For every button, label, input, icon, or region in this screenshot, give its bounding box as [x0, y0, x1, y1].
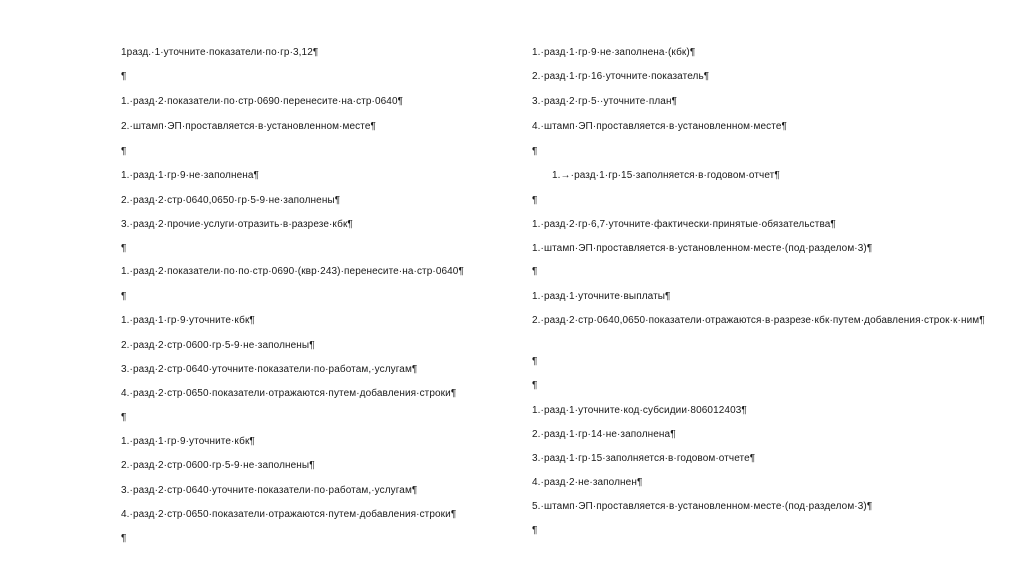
list-item: 5.·штамп·ЭП·проставляется·в·установленном·месте·(под·разделом·3)¶ [532, 501, 873, 512]
list-item: ¶ [121, 243, 127, 254]
list-item: 1.·разд·1·уточните·код·субсидии·806012403¶ [532, 405, 747, 416]
list-item: 2.·разд·2·стр·0640,0650·гр·5-9·не·заполнены¶ [121, 195, 341, 206]
list-item: 1.·разд·1·гр·9·уточните·кбк¶ [121, 436, 255, 447]
list-item: 1.·разд·1·гр·9·не·заполнена¶ [121, 170, 260, 181]
list-item: 1.·разд·2·показатели·по·по·стр·0690·(квр·243)·перенесите·на·стр·0640¶ [121, 266, 464, 277]
list-item: 2.·разд·2·стр·0600·гр·5-9·не·заполнены¶ [121, 460, 315, 471]
list-item: 2.·разд·1·гр·16·уточните·показатель¶ [532, 71, 710, 82]
list-item: ¶ [532, 380, 538, 391]
list-item: 4.·разд·2·стр·0650·показатели·отражаются·путем·добавления·строки¶ [121, 509, 457, 520]
list-item: 1.·разд·1·уточните·выплаты¶ [532, 291, 671, 302]
list-item: ¶ [532, 146, 538, 157]
list-item: 3.·разд·2·прочие·услуги·отразить·в·разрезе·кбк¶ [121, 219, 353, 230]
list-item: 4.·штамп·ЭП·проставляется·в·установленном·месте¶ [532, 121, 787, 132]
list-item: ¶ [532, 195, 538, 206]
list-item: 2.·разд·2·стр·0600·гр·5-9·не·заполнены¶ [121, 340, 315, 351]
list-item: 2.·штамп·ЭП·проставляется·в·установленном·месте¶ [121, 121, 376, 132]
list-item: 1.·штамп·ЭП·проставляется·в·установленном·месте·(под·разделом·3)¶ [532, 243, 873, 254]
list-item: 1.·разд·2·показатели·по·стр·0690·перенесите·на·стр·0640¶ [121, 96, 404, 107]
list-item: 1разд.·1·уточните·показатели·по·гр·3,12¶ [121, 47, 319, 58]
list-item: 2.·разд·1·гр·14·не·заполнена¶ [532, 429, 676, 440]
list-item: 2.·разд·2·стр·0640,0650·показатели·отражаются·в·разрезе·кбк·путем·добавления·строк·к·ним¶ [532, 315, 985, 326]
list-item: ¶ [121, 291, 127, 302]
list-item: 3.·разд·1·гр·15·заполняется·в·годовом·отчете¶ [532, 453, 756, 464]
list-item: 1.→·разд·1·гр·15·заполняется·в·годовом·отчет¶ [552, 170, 780, 181]
list-item: ¶ [121, 146, 127, 157]
list-item: ¶ [532, 356, 538, 367]
list-item: ¶ [532, 266, 538, 277]
list-item: ¶ [532, 525, 538, 536]
list-item: ¶ [121, 412, 127, 423]
list-item: 1.·разд·1·гр·9·уточните·кбк¶ [121, 315, 255, 326]
list-item: ¶ [121, 533, 127, 544]
list-item: 3.·разд·2·стр·0640·уточните·показатели·по·работам,·услугам¶ [121, 485, 418, 496]
list-item: ¶ [121, 71, 127, 82]
list-item: 1.·разд·2·гр·6,7·уточните·фактически·принятые·обязательства¶ [532, 219, 836, 230]
list-item: 3.·разд·2·стр·0640·уточните·показатели·по·работам,·услугам¶ [121, 364, 418, 375]
list-item: 4.·разд·2·стр·0650·показатели·отражаются·путем·добавления·строки¶ [121, 388, 457, 399]
list-item: 4.·разд·2·не·заполнен¶ [532, 477, 643, 488]
list-item: 3.·разд·2·гр·5··уточните·план¶ [532, 96, 678, 107]
list-item: 1.·разд·1·гр·9·не·заполнена·(кбк)¶ [532, 47, 696, 58]
